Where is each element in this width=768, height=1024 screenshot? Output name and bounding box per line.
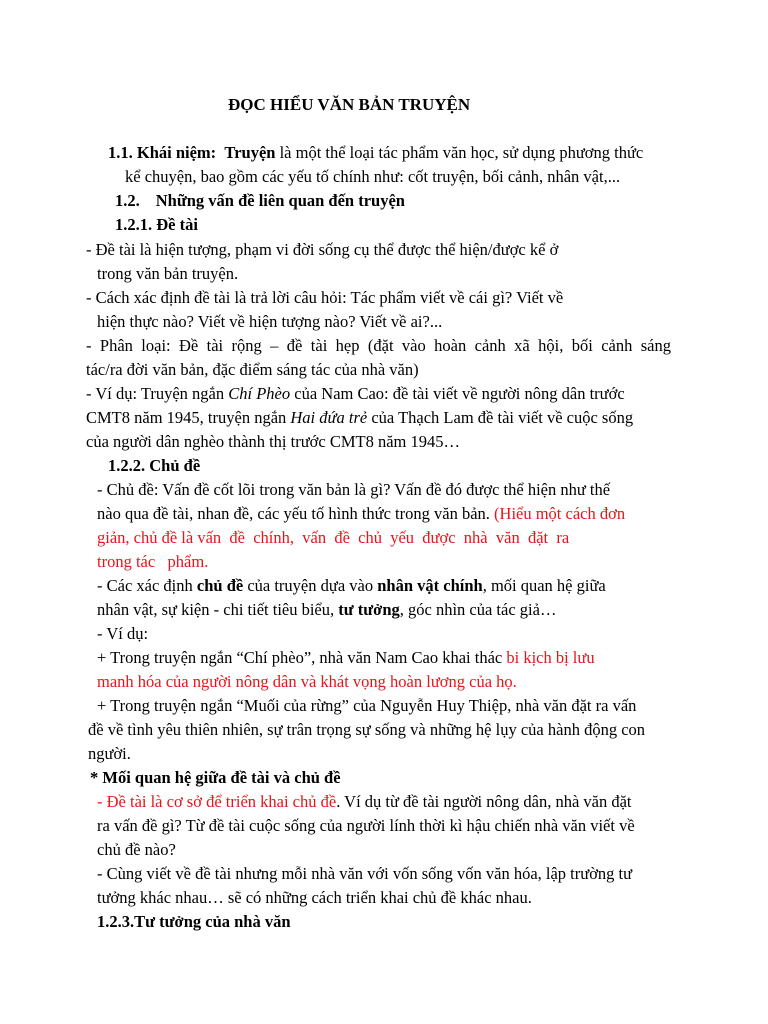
topic-method-line-1: - Cách xác định đề tài là trả lời câu hỏi: Tác phẩm viết về cái gì? Viết về	[86, 288, 564, 307]
section-1-2-number: 1.2.	[115, 191, 140, 210]
section-1-2-heading	[115, 189, 405, 213]
topic-example-line-3: của người dân nghèo thành thị trước CMT8 năm 1945…	[86, 432, 460, 451]
theme-method-line-2: nhân vật, sự kiện - chi tiết tiêu biểu, tư tưởng, góc nhìn của tác giả…	[97, 600, 557, 619]
section-1-2-title: Những vấn đề liên quan đến truyện	[155, 191, 405, 210]
theme-example-2-line-3: người.	[88, 744, 131, 763]
relationship-line-1: - Đề tài là cơ sở để triển khai chủ đề. Ví dụ từ đề tài người nông dân, nhà văn đặt	[97, 792, 632, 811]
topic-example-line-1: - Ví dụ: Truyện ngắn Chí Phèo của Nam Cao: đề tài viết về người nông dân trước	[86, 384, 625, 403]
section-1-2-1-heading: 1.2.1. Đề tài	[115, 215, 198, 234]
topic-def-line-1: - Đề tài là hiện tượng, phạm vi đời sống cụ thể được thể hiện/được kể ở	[86, 240, 559, 259]
topic-def-line-2: trong văn bản truyện.	[97, 264, 239, 283]
relationship-line-4: - Cùng viết về đề tài nhưng mỗi nhà văn với vốn sống vốn văn hóa, lập trường tư	[97, 864, 633, 883]
theme-example-2-line-2: đề về tình yêu thiên nhiên, sự trân trọng sự sống và những hệ lụy của hành động con	[88, 720, 646, 739]
relationship-line-5: tưởng khác nhau… sẽ có những cách triển khai chủ đề khác nhau.	[97, 888, 532, 907]
theme-def-line-3: giản, chủ đề là vấn đề chính, vấn đề chủ yếu được nhà văn đặt ra	[97, 528, 570, 547]
work-title-hai-dua-tre: Hai đứa trẻ	[290, 408, 368, 427]
theme-example-1-line-2: manh hóa của người nông dân và khát vọng hoàn lương của họ.	[97, 672, 517, 691]
theme-example-2-line-1: + Trong truyện ngắn “Muối của rừng” của Nguyễn Huy Thiệp, nhà văn đặt ra vấn	[97, 696, 637, 715]
section-1-2-2-heading: 1.2.2. Chủ đề	[108, 456, 201, 475]
section-1-2-3-heading: 1.2.3.Tư tưởng của nhà văn	[97, 912, 291, 931]
theme-def-line-1: - Chủ đề: Vấn đề cốt lõi trong văn bản là gì? Vấn đề đó được thể hiện như thế	[97, 480, 611, 499]
concept-text: là một thể loại tác phẩm văn học, sử dụng phương thức	[275, 143, 644, 162]
concept-number: 1.1. Khái niệm:	[108, 143, 217, 162]
concept-line-1	[108, 141, 643, 165]
theme-method-line-1: - Các xác định chủ đề của truyện dựa vào nhân vật chính, mối quan hệ giữa	[97, 576, 606, 595]
work-title-chi-pheo: Chí Phèo	[228, 384, 291, 403]
highlight-red: (Hiểu một cách đơn	[494, 504, 626, 523]
concept-term: Truyện	[224, 143, 276, 162]
page-title: ĐỌC HIỂU VĂN BẢN TRUYỆN	[228, 95, 471, 114]
concept-line-2: kể chuyện, bao gồm các yếu tố chính như: cốt truyện, bối cảnh, nhân vật,...	[125, 167, 621, 186]
topic-class-line-1: - Phân loại: Đề tài rộng – đề tài hẹp (đặt vào hoàn cảnh xã hội, bối cảnh sáng	[86, 336, 671, 355]
topic-method-line-2: hiện thực nào? Viết về hiện tượng nào? Viết về ai?...	[97, 312, 443, 331]
topic-class-line-2: tác/ra đời văn bản, đặc điểm sáng tác của nhà văn)	[86, 360, 419, 379]
theme-def-line-2: nào qua đề tài, nhan đề, các yếu tố hình thức trong văn bản. (Hiểu một cách đơn	[97, 504, 626, 523]
relationship-line-2: ra vấn đề gì? Từ đề tài cuộc sống của người lính thời kì hậu chiến nhà văn viết về	[97, 816, 635, 835]
theme-example-label: - Ví dụ:	[97, 624, 149, 643]
theme-def-line-4: trong tác phẩm.	[97, 552, 209, 571]
relationship-heading: * Mối quan hệ giữa đề tài và chủ đề	[90, 768, 341, 787]
topic-example-line-2: CMT8 năm 1945, truyện ngắn Hai đứa trẻ của Thạch Lam đề tài viết về cuộc sống	[86, 408, 634, 427]
theme-example-1-line-1: + Trong truyện ngắn “Chí phèo”, nhà văn Nam Cao khai thác bi kịch bị lưu	[97, 648, 595, 667]
relationship-line-3: chủ đề nào?	[97, 840, 176, 859]
